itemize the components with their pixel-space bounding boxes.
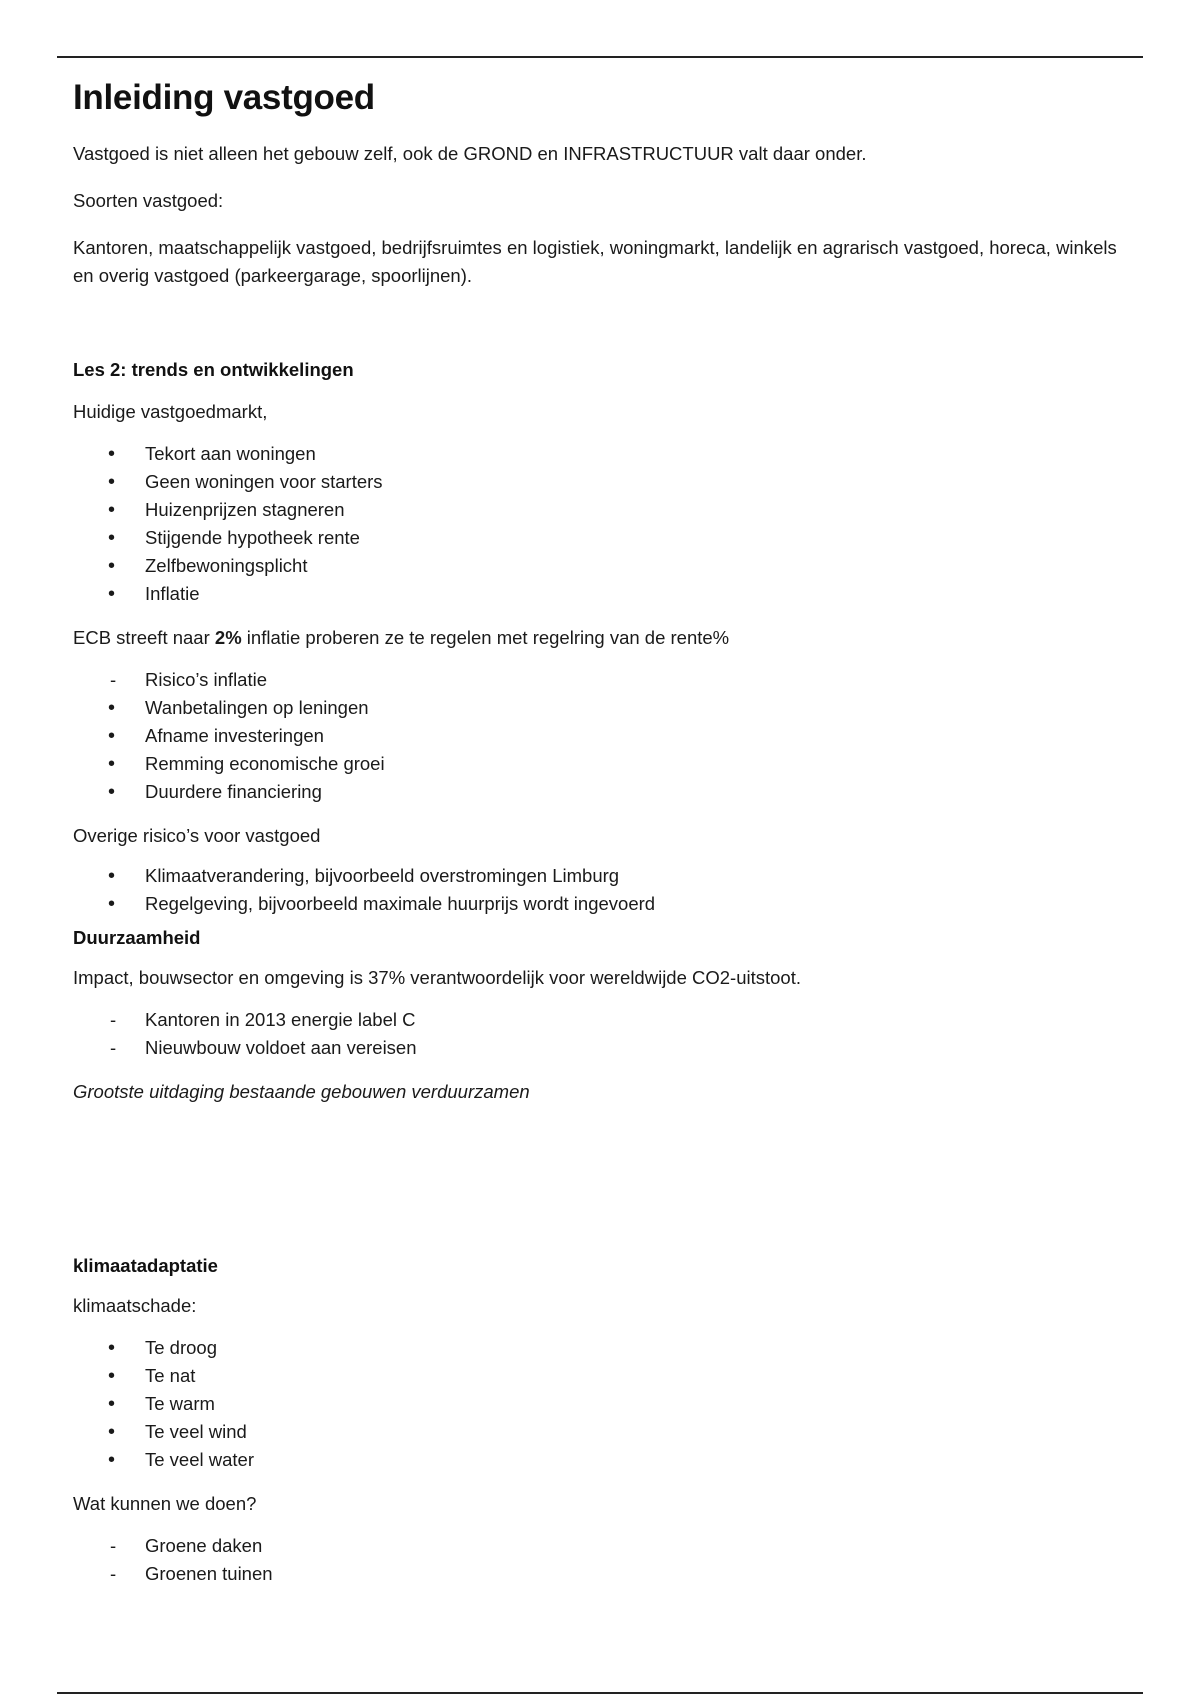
- bottom-rule: [57, 1692, 1143, 1694]
- list-item: - Nieuwbouw voldoet aan vereisen: [145, 1034, 1133, 1062]
- ecb-text-before: ECB streeft naar: [73, 627, 215, 648]
- les2-heading: Les 2: trends en ontwikkelingen: [73, 359, 354, 380]
- doen-label: Wat kunnen we doen?: [73, 1493, 257, 1514]
- risk-list: [73, 666, 1133, 806]
- doen-list: [73, 1532, 1133, 1588]
- intro-paragraph: Vastgoed is niet alleen het gebouw zelf, ook de GROND en INFRASTRUCTUUR valt daar onder.: [73, 143, 867, 164]
- schade-list: [73, 1334, 1133, 1474]
- list-item: • Te warm: [145, 1390, 1133, 1418]
- list-item: • Inflatie: [145, 580, 1133, 608]
- list-item: • Geen woningen voor starters: [145, 468, 1133, 496]
- klimaat-heading: klimaatadaptatie: [73, 1255, 218, 1276]
- list-item: - Kantoren in 2013 energie label C: [145, 1006, 1133, 1034]
- duurzaamheid-list: [73, 1006, 1133, 1062]
- list-item: • Huizenprijzen stagneren: [145, 496, 1133, 524]
- duurzaamheid-heading: Duurzaamheid: [73, 927, 201, 948]
- soorten-paragraph: Kantoren, maatschappelijk vastgoed, bedrijfsruimtes en logistiek, woningmarkt, landelijk en agrarisch vastgoed, horeca, winkels en overig vastgoed (parkeergarage, spoorlijnen).: [73, 237, 1117, 286]
- list-item: • Te veel water: [145, 1446, 1133, 1474]
- list-item: • Zelfbewoningsplicht: [145, 552, 1133, 580]
- list-item: • Regelgeving, bijvoorbeeld maximale huurprijs wordt ingevoerd: [145, 890, 1133, 918]
- other-risks-label: Overige risico’s voor vastgoed: [73, 825, 321, 846]
- other-risks-list: [73, 862, 1133, 918]
- list-item: - Groene daken: [145, 1532, 1133, 1560]
- list-item: • Tekort aan woningen: [145, 440, 1133, 468]
- document-page: [73, 78, 1133, 1604]
- top-rule: [57, 56, 1143, 58]
- impact-paragraph: Impact, bouwsector en omgeving is 37% verantwoordelijk voor wereldwijde CO2-uitstoot.: [73, 967, 802, 988]
- page-title: Inleiding vastgoed: [73, 78, 375, 117]
- challenge-text: Grootste uitdaging bestaande gebouwen verduurzamen: [73, 1081, 530, 1102]
- market-label: Huidige vastgoedmarkt,: [73, 401, 268, 422]
- list-item: - Risico’s inflatie: [145, 666, 1133, 694]
- list-item: • Te nat: [145, 1362, 1133, 1390]
- list-item: • Duurdere financiering: [145, 778, 1133, 806]
- ecb-percentage: 2%: [214, 627, 242, 648]
- list-item: • Afname investeringen: [145, 722, 1133, 750]
- list-item: • Remming economische groei: [145, 750, 1133, 778]
- market-list: [73, 440, 1133, 608]
- list-item: • Stijgende hypotheek rente: [145, 524, 1133, 552]
- ecb-paragraph: [73, 624, 1133, 652]
- soorten-label: Soorten vastgoed:: [73, 190, 224, 211]
- schade-label: klimaatschade:: [73, 1295, 197, 1316]
- ecb-text-after: inflatie proberen ze te regelen met regelring van de rente%: [241, 627, 730, 648]
- list-item: • Wanbetalingen op leningen: [145, 694, 1133, 722]
- list-item: • Te veel wind: [145, 1418, 1133, 1446]
- list-item: • Te droog: [145, 1334, 1133, 1362]
- list-item: • Klimaatverandering, bijvoorbeeld overstromingen Limburg: [145, 862, 1133, 890]
- list-item: - Groenen tuinen: [145, 1560, 1133, 1588]
